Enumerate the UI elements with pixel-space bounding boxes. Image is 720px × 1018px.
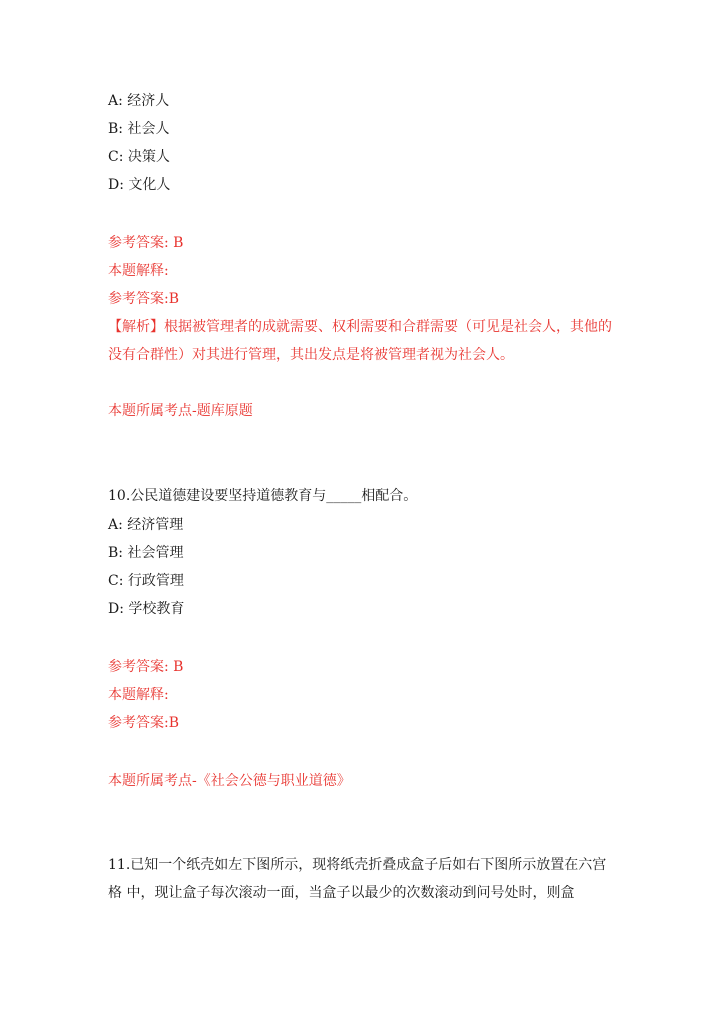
q9-option-d: D: 文化人 [108, 177, 171, 193]
q11-question: 11.已知一个纸壳如左下图所示，现将纸壳折叠成盒子后如右下图所示放置在六宫格 中，现让盒子每次滚动一面，当盒子以最少的次数滚动到问号处时，则盒 [108, 857, 607, 901]
q9-answer: 参考答案: B [108, 235, 184, 251]
q9-option-c: C: 决策人 [108, 149, 170, 165]
q10-topic: 本题所属考点-《社会公德与职业道德》 [108, 773, 351, 789]
q10-answer: 参考答案: B [108, 659, 184, 675]
q10-option-b: B: 社会管理 [108, 545, 184, 561]
q9-option-b: B: 社会人 [108, 121, 170, 137]
q9-explanation: 【解析】根据被管理者的成就需要、权利需要和合群需要（可见是社会人，其他的没有合群性）对其进行管理，其出发点是将被管理者视为社会人。 [108, 319, 612, 363]
q10-option-a: A: 经济管理 [108, 517, 184, 533]
q9-topic: 本题所属考点-题库原题 [108, 403, 253, 419]
q10-explain-label: 本题解释: [108, 687, 169, 703]
q10-answer-repeat: 参考答案:B [108, 715, 180, 731]
q10-option-c: C: 行政管理 [108, 573, 184, 589]
q9-option-a: A: 经济人 [108, 93, 170, 109]
q9-answer-repeat: 参考答案:B [108, 291, 180, 307]
q10-option-d: D: 学校教育 [108, 601, 185, 617]
q9-explain-label: 本题解释: [108, 263, 169, 279]
q10-question: 10.公民道德建设要坚持道德教育与_____相配合。 [108, 488, 418, 504]
